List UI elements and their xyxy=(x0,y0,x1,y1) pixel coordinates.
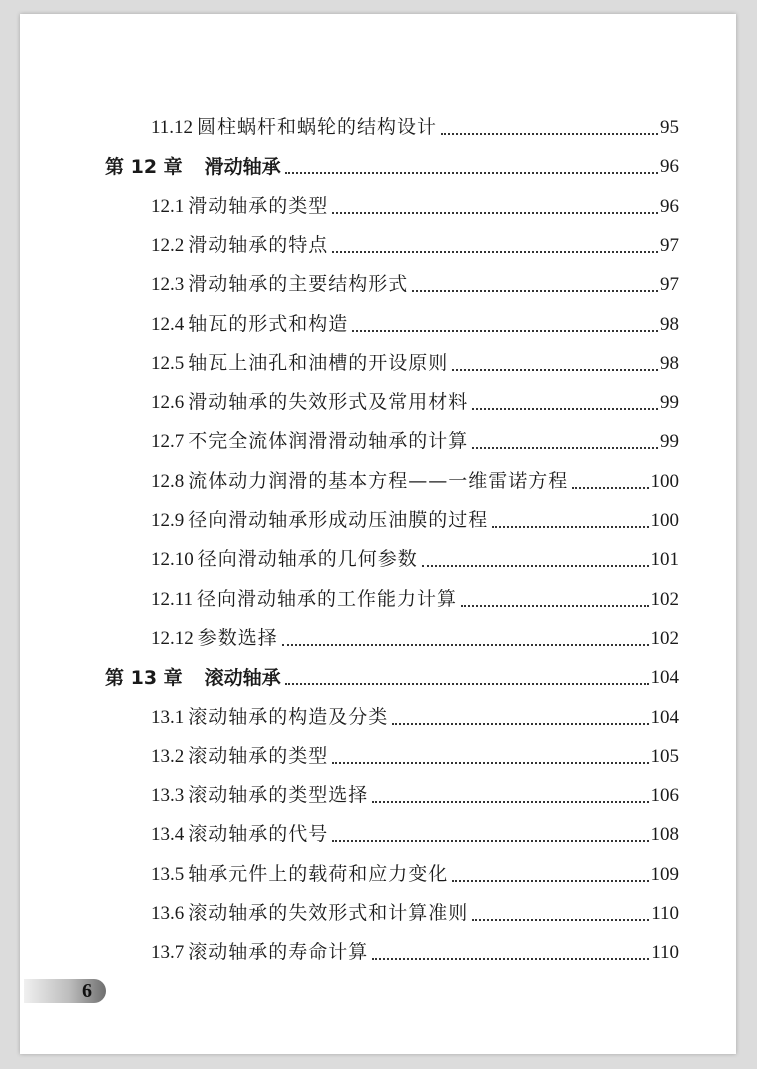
section-title: 径向滑动轴承的工作能力计算 xyxy=(197,587,458,610)
section-number: 12.4 xyxy=(151,313,185,335)
section-number: 11.12 xyxy=(151,117,194,138)
section-number: 13.7 xyxy=(151,942,185,964)
dot-leader xyxy=(441,133,658,135)
section-title: 滑动轴承的失效形式及常用材料 xyxy=(188,391,469,414)
toc-entry-label xyxy=(20,115,437,140)
section-title: 流体动力润滑的基本方程——一维雷诺方程 xyxy=(188,469,569,492)
dot-leader xyxy=(452,369,658,371)
toc-page-number: 104 xyxy=(650,706,679,728)
dot-leader xyxy=(332,762,648,764)
toc-entry-label xyxy=(20,272,408,297)
toc-page-number: 101 xyxy=(650,549,679,571)
dot-leader xyxy=(492,526,648,528)
toc-entry-label xyxy=(20,351,448,376)
document-page xyxy=(20,14,736,1054)
toc-section-entry xyxy=(20,857,736,887)
toc-page-number: 97 xyxy=(660,234,679,256)
dot-leader xyxy=(372,958,649,960)
section-number: 12.7 xyxy=(151,431,185,453)
chapter-number: 第 13 章 xyxy=(105,667,183,690)
toc-page-number: 95 xyxy=(660,117,679,138)
section-title: 圆柱蜗杆和蜗轮的结构设计 xyxy=(197,116,438,138)
dot-leader xyxy=(332,251,658,253)
toc-page-number: 110 xyxy=(651,942,679,964)
section-number: 12.6 xyxy=(151,392,185,414)
section-title: 滚动轴承的类型选择 xyxy=(188,784,369,807)
toc-section-entry xyxy=(20,424,736,454)
section-number: 12.12 xyxy=(151,627,194,649)
toc-section-entry xyxy=(20,267,736,297)
section-number: 13.2 xyxy=(151,745,185,767)
toc-entry-label xyxy=(20,508,488,533)
toc-page-number: 104 xyxy=(650,667,679,689)
section-title: 滚动轴承的代号 xyxy=(188,823,329,846)
section-number: 13.3 xyxy=(151,785,185,807)
section-title: 滚动轴承的类型 xyxy=(188,744,329,767)
section-number: 13.1 xyxy=(151,706,185,728)
toc-page-number: 108 xyxy=(650,824,679,846)
toc-entry-label xyxy=(20,862,448,887)
toc-page-number: 99 xyxy=(660,392,679,414)
dot-leader xyxy=(332,840,648,842)
dot-leader xyxy=(285,172,658,174)
toc-section-entry xyxy=(20,385,736,415)
section-title: 参数选择 xyxy=(197,626,278,649)
toc-section-entry xyxy=(20,739,736,769)
toc-page-number: 98 xyxy=(660,313,679,335)
toc-entry-label xyxy=(20,626,278,651)
toc-page-number: 96 xyxy=(660,156,679,178)
dot-leader xyxy=(422,565,649,567)
toc-section-entry xyxy=(20,189,736,219)
toc-page-number: 109 xyxy=(650,863,679,885)
section-number: 13.5 xyxy=(151,863,185,885)
toc-entry-label xyxy=(20,744,328,769)
toc-section-entry xyxy=(20,621,736,651)
dot-leader xyxy=(372,801,648,803)
toc-page-number: 105 xyxy=(650,745,679,767)
dot-leader xyxy=(572,487,648,489)
page-number-tab xyxy=(24,979,106,1003)
toc-chapter-entry xyxy=(20,660,736,690)
dot-leader xyxy=(472,919,649,921)
toc-page-number: 100 xyxy=(650,470,679,492)
toc-section-entry xyxy=(20,110,736,140)
section-number: 12.5 xyxy=(151,352,185,374)
toc-entry-label xyxy=(20,666,281,690)
toc-entry-label xyxy=(20,940,368,965)
section-number: 12.2 xyxy=(151,234,185,256)
toc-section-entry xyxy=(20,935,736,965)
toc-page-number: 98 xyxy=(660,352,679,374)
toc-entry-label xyxy=(20,312,348,337)
toc-section-entry xyxy=(20,582,736,612)
section-title: 滑动轴承的类型 xyxy=(188,194,329,217)
section-title: 不完全流体润滑滑动轴承的计算 xyxy=(188,430,469,453)
toc-entry-label xyxy=(20,233,328,258)
toc-entry-label xyxy=(20,429,468,454)
toc-entry-label xyxy=(20,547,418,572)
dot-leader xyxy=(452,880,648,882)
section-title: 滑动轴承的主要结构形式 xyxy=(188,273,409,296)
dot-leader xyxy=(472,408,658,410)
toc-entry-label xyxy=(20,155,281,179)
toc-entry-label xyxy=(20,469,568,494)
section-title: 滑动轴承的特点 xyxy=(188,233,329,256)
toc-section-entry xyxy=(20,464,736,494)
toc-page-number: 100 xyxy=(650,510,679,531)
toc-section-entry xyxy=(20,817,736,847)
dot-leader xyxy=(392,723,648,725)
section-title: 轴瓦上油孔和油槽的开设原则 xyxy=(188,351,449,374)
section-title: 径向滑动轴承的几何参数 xyxy=(197,548,418,571)
chapter-title: 滚动轴承 xyxy=(204,667,281,690)
section-number: 12.11 xyxy=(151,588,194,610)
dot-leader xyxy=(282,644,649,646)
toc-entry-label xyxy=(20,822,328,847)
table-of-contents xyxy=(20,14,736,1054)
toc-entry-label xyxy=(20,705,388,730)
section-title: 滚动轴承的失效形式和计算准则 xyxy=(188,902,469,924)
toc-entry-label xyxy=(20,194,328,219)
toc-section-entry xyxy=(20,542,736,572)
chapter-title: 滑动轴承 xyxy=(204,156,281,179)
section-title: 轴承元件上的载荷和应力变化 xyxy=(188,862,449,885)
toc-entry-label xyxy=(20,587,457,612)
toc-entry-label xyxy=(20,783,368,808)
toc-page-number: 96 xyxy=(660,195,679,217)
chapter-number: 第 12 章 xyxy=(105,156,183,179)
page-number: 6 xyxy=(82,980,92,1002)
dot-leader xyxy=(352,330,658,332)
toc-page-number: 99 xyxy=(660,431,679,453)
toc-section-entry xyxy=(20,778,736,808)
dot-leader xyxy=(472,447,658,449)
toc-section-entry xyxy=(20,346,736,376)
section-number: 12.1 xyxy=(151,195,185,217)
dot-leader xyxy=(332,212,658,214)
toc-entry-label xyxy=(20,390,468,415)
toc-page-number: 102 xyxy=(650,588,679,610)
dot-leader xyxy=(412,290,658,292)
toc-section-entry xyxy=(20,700,736,730)
toc-section-entry xyxy=(20,503,736,533)
section-title: 径向滑动轴承形成动压油膜的过程 xyxy=(188,509,489,531)
dot-leader xyxy=(461,605,648,607)
dot-leader xyxy=(285,683,649,685)
toc-section-entry xyxy=(20,228,736,258)
section-title: 滚动轴承的构造及分类 xyxy=(188,705,389,728)
toc-chapter-entry xyxy=(20,149,736,179)
toc-section-entry xyxy=(20,896,736,926)
toc-page-number: 102 xyxy=(650,627,679,649)
section-number: 12.9 xyxy=(151,510,185,531)
section-number: 12.3 xyxy=(151,274,185,296)
toc-page-number: 110 xyxy=(651,903,679,924)
section-title: 轴瓦的形式和构造 xyxy=(188,312,349,335)
toc-entry-label xyxy=(20,901,468,926)
section-number: 12.8 xyxy=(151,470,185,492)
section-number: 13.4 xyxy=(151,824,185,846)
toc-page-number: 97 xyxy=(660,274,679,296)
toc-page-number: 106 xyxy=(650,785,679,807)
toc-section-entry xyxy=(20,307,736,337)
section-title: 滚动轴承的寿命计算 xyxy=(188,941,369,964)
section-number: 12.10 xyxy=(151,549,194,571)
section-number: 13.6 xyxy=(151,903,185,924)
